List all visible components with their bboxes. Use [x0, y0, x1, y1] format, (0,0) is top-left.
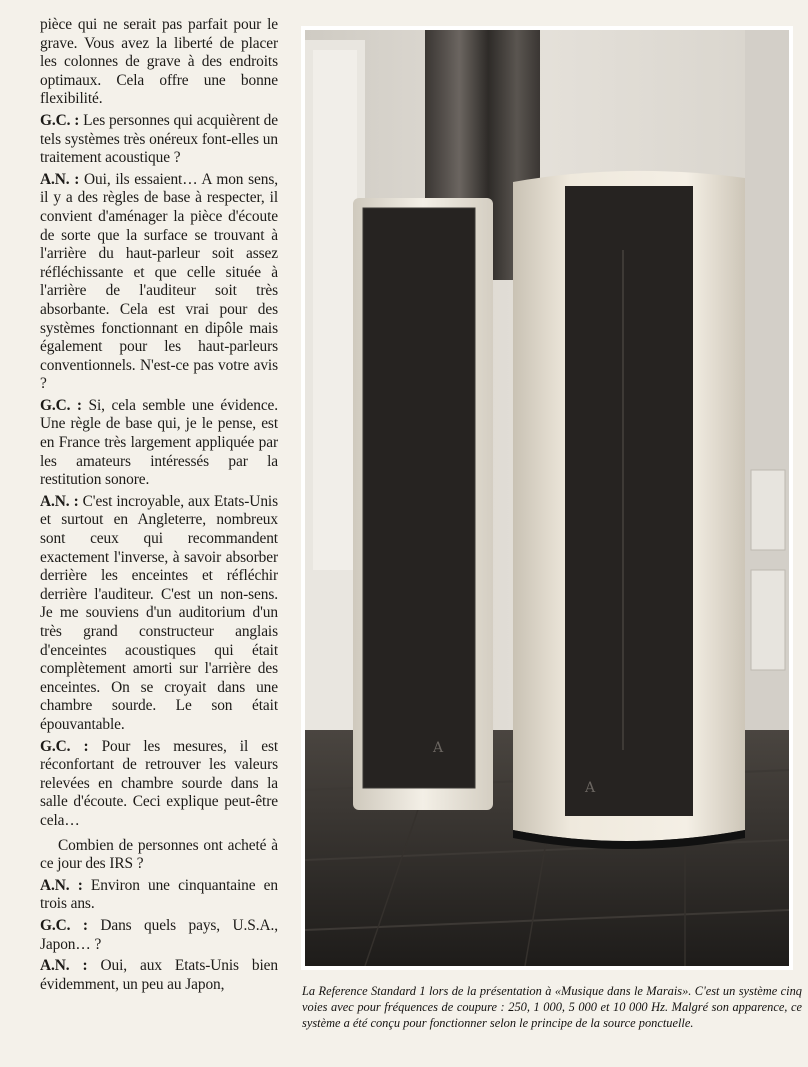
- speaker-photo: [301, 26, 793, 970]
- paragraph-text: Les personnes qui acquièrent de tels systèmes très onéreux font-elles un traitement acoustique ?: [40, 111, 278, 167]
- article-paragraph: [40, 112, 278, 168]
- speaker-label: A.N. :: [40, 170, 80, 188]
- article-paragraph: [40, 171, 278, 394]
- paragraph-text: Combien de personnes ont acheté à ce jour des IRS ?: [40, 836, 278, 873]
- article-column: [40, 16, 278, 1061]
- speaker-label: A.N. :: [40, 492, 79, 510]
- speaker-label: A.N. :: [40, 957, 88, 975]
- right-speaker: [513, 171, 745, 849]
- paragraph-text: Dans quels pays, U.S.A., Japon… ?: [40, 916, 278, 953]
- speaker-label: G.C. :: [40, 737, 89, 755]
- article-paragraph: [40, 917, 278, 954]
- article-paragraph: [40, 877, 278, 914]
- article-paragraph: [40, 397, 278, 490]
- article-paragraph: [40, 837, 278, 874]
- brand-logo-left: A: [433, 740, 444, 756]
- article-paragraph: [40, 16, 278, 109]
- paragraph-text: C'est incroyable, aux Etats-Unis et surtout en Angleterre, nombreux sont ceux qui recommandent exactement l'inverse, à savoir absorber derrière les enceintes et réfléchir derrière l'auditeur. C'est un non-sens. Je me souviens d'un auditorium d'un très grand constructeur anglais d'enceintes acoustiques qui était complètement amorti sur l'arrière des enceintes. On se croyait dans une chambre sourde. Le son était épouvantable.: [40, 492, 278, 733]
- speaker-label: G.C. :: [40, 111, 80, 129]
- paragraph-text: Pour les mesures, il est réconfortant de retrouver les valeurs relevées en chambre sourde dans la salle d'écoute. Ceci explique peut-être cela…: [40, 737, 278, 829]
- photo-caption: [302, 984, 802, 1031]
- article-paragraph: [40, 493, 278, 735]
- left-speaker: [353, 198, 493, 810]
- paragraph-text: Si, cela semble une évidence. Une règle de base qui, je le pense, est en France très largement appliquée par les amateurs intéressés par la restitution sonore.: [40, 396, 278, 489]
- caption-text: La Reference Standard 1 lors de la présentation à «Musique dans le Marais». C'est un système cinq voies avec pour fréquences de coupure : 250, 1 000, 5 000 et 10 000 Hz. Malgré son apparence, ce système a été conçu pour fonctionner selon le principe de la source ponctuelle.: [302, 984, 802, 1030]
- speaker-photo-image: [305, 30, 789, 966]
- paragraph-text: Oui, ils essaient… A mon sens, il y a des règles de base à respecter, il convient d'aménager la pièce d'écoute de sorte que la surface se trouvant à l'arrière du haut-parleur soit assez réfléchissante et que celle située à l'arrière de l'auditeur soit très absorbante. Cela est vrai pour des systèmes fonctionnant en dipôle mais également pour les haut-parleurs conventionnels. N'est-ce pas votre avis ?: [40, 170, 278, 393]
- speaker-label: G.C. :: [40, 916, 88, 934]
- paragraph-text: Oui, aux Etats-Unis bien évidemment, un peu au Japon,: [40, 957, 278, 993]
- brand-logo-right: A: [585, 780, 596, 796]
- paragraph-text: pièce qui ne serait pas parfait pour le grave. Vous avez la liberté de placer les colonnes de grave à des endroits optimaux. Cela offre une bonne flexibilité.: [40, 16, 278, 108]
- article-paragraph: [40, 957, 278, 994]
- speaker-label: G.C. :: [40, 396, 82, 414]
- paragraph-text: Environ une cinquantaine en trois ans.: [40, 876, 278, 913]
- article-paragraph: [40, 738, 278, 831]
- speaker-label: A.N. :: [40, 876, 83, 894]
